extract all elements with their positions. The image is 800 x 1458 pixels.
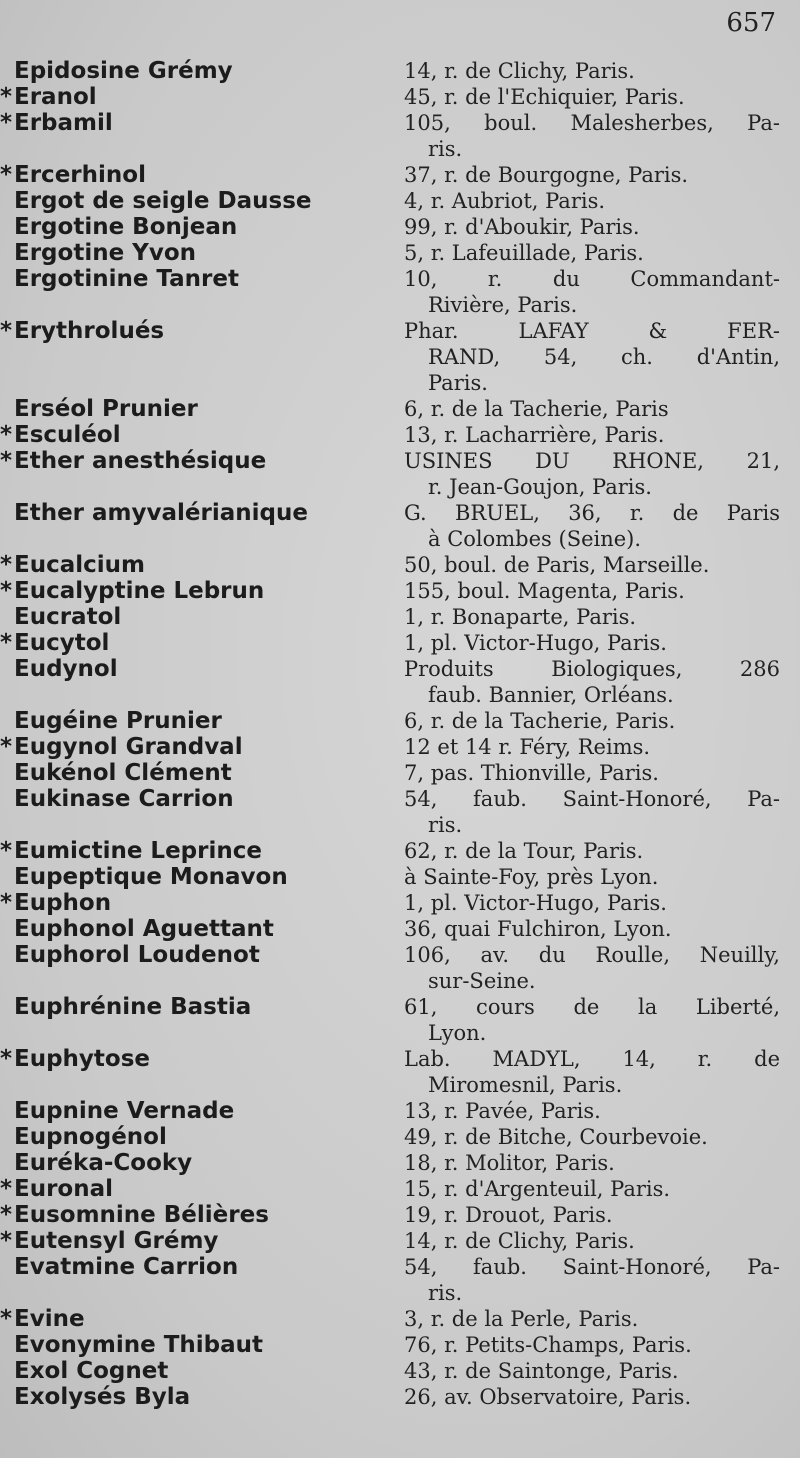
address xyxy=(404,84,780,110)
product-name-text: Eukénol Clément xyxy=(14,760,232,786)
list-item xyxy=(0,1306,800,1332)
address xyxy=(404,110,780,162)
address xyxy=(404,422,780,448)
product-name xyxy=(0,1306,85,1332)
list-item xyxy=(0,1254,800,1306)
address xyxy=(404,1228,780,1254)
address-line: Miromesnil, Paris. xyxy=(428,1073,623,1097)
asterisk-mark: * xyxy=(0,838,13,864)
address-line: 43, r. de Saintonge, Paris. xyxy=(404,1359,679,1383)
product-name-text: Euphonol Aguettant xyxy=(14,916,274,942)
address-line: 1, pl. Victor-Hugo, Paris. xyxy=(404,891,667,915)
address-line: 6, r. de la Tacherie, Paris xyxy=(404,397,669,421)
list-item xyxy=(0,1046,800,1098)
asterisk-mark: * xyxy=(0,890,13,916)
product-name-text: Epidosine Grémy xyxy=(14,58,233,84)
list-item xyxy=(0,708,800,734)
address xyxy=(404,1176,780,1202)
address-line: 3, r. de la Perle, Paris. xyxy=(404,1307,639,1331)
address xyxy=(404,1202,780,1228)
product-name-text: Evonymine Thibaut xyxy=(14,1332,264,1358)
product-name xyxy=(0,1150,192,1176)
product-name-text: Exolysés Byla xyxy=(14,1384,191,1410)
address xyxy=(404,1358,780,1384)
address xyxy=(404,1332,780,1358)
address-line: r. Jean-Goujon, Paris. xyxy=(428,475,652,499)
address xyxy=(404,1150,780,1176)
product-name xyxy=(0,1124,167,1150)
address-line: 76, r. Petits-Champs, Paris. xyxy=(404,1333,692,1357)
list-item xyxy=(0,1176,800,1202)
address xyxy=(404,1098,780,1124)
product-name xyxy=(0,838,262,864)
product-name-text: Eusomnine Bélières xyxy=(14,1202,269,1228)
asterisk-mark: * xyxy=(0,1228,13,1254)
product-name-text: Eumictine Leprince xyxy=(14,838,262,864)
asterisk-mark: * xyxy=(0,1306,13,1332)
product-name-text: Euréka-Cooky xyxy=(14,1150,193,1176)
address xyxy=(404,500,780,552)
product-name-text: Ether amyvalérianique xyxy=(14,500,308,526)
address-line: ris. xyxy=(428,1281,463,1305)
address-line: 14, r. de Clichy, Paris. xyxy=(404,59,635,83)
product-name-text: Eukinase Carrion xyxy=(14,786,234,812)
product-name xyxy=(0,110,113,136)
product-name-text: Eupeptique Monavon xyxy=(14,864,288,890)
address xyxy=(404,266,780,318)
product-name xyxy=(0,864,288,890)
address-line: à Sainte-Foy, près Lyon. xyxy=(404,865,659,889)
address xyxy=(404,1306,780,1332)
product-name xyxy=(0,58,233,84)
list-item xyxy=(0,1332,800,1358)
address xyxy=(404,630,780,656)
address-line: 155, boul. Magenta, Paris. xyxy=(404,579,685,603)
product-name-text: Evatmine Carrion xyxy=(14,1254,239,1280)
product-name xyxy=(0,578,264,604)
product-name-text: Ergotine Bonjean xyxy=(14,214,238,240)
address-line: Paris. xyxy=(428,371,488,395)
list-item xyxy=(0,162,800,188)
product-name xyxy=(0,656,118,682)
asterisk-mark: * xyxy=(0,162,13,188)
address-line: 54, faub. Saint-Honoré, Pa- xyxy=(404,1255,780,1279)
address xyxy=(404,1046,780,1098)
list-item xyxy=(0,890,800,916)
address-line: Lyon. xyxy=(428,1021,487,1045)
asterisk-mark: * xyxy=(0,1046,13,1072)
address xyxy=(404,578,780,604)
product-name xyxy=(0,1176,113,1202)
list-item xyxy=(0,318,800,396)
product-name-text: Ercerhinol xyxy=(14,162,146,188)
list-item xyxy=(0,656,800,708)
address xyxy=(404,58,780,84)
product-name-text: Eranol xyxy=(14,84,97,110)
address-line: 4, r. Aubriot, Paris. xyxy=(404,189,606,213)
product-name xyxy=(0,240,196,266)
product-name xyxy=(0,422,121,448)
asterisk-mark: * xyxy=(0,448,13,474)
address xyxy=(404,552,780,578)
list-item xyxy=(0,734,800,760)
address-line: 18, r. Molitor, Paris. xyxy=(404,1151,615,1175)
product-name-text: Ergotine Yvon xyxy=(14,240,197,266)
product-name xyxy=(0,916,274,942)
product-name xyxy=(0,604,121,630)
product-name-text: Euphon xyxy=(14,890,112,916)
list-item xyxy=(0,552,800,578)
product-name xyxy=(0,266,239,292)
list-item xyxy=(0,84,800,110)
address-line: 7, pas. Thionville, Paris. xyxy=(404,761,659,785)
address xyxy=(404,240,780,266)
product-name xyxy=(0,1228,218,1254)
address-line: 49, r. de Bitche, Courbevoie. xyxy=(404,1125,708,1149)
asterisk-mark: * xyxy=(0,318,13,344)
address-line: RAND, 54, ch. d'Antin, xyxy=(428,345,780,369)
address xyxy=(404,1124,780,1150)
product-name-text: Eugéine Prunier xyxy=(14,708,222,734)
list-item xyxy=(0,266,800,318)
list-item xyxy=(0,604,800,630)
product-name xyxy=(0,188,311,214)
address xyxy=(404,994,780,1046)
asterisk-mark: * xyxy=(0,110,13,136)
list-item xyxy=(0,1202,800,1228)
list-item xyxy=(0,838,800,864)
address-line: G. BRUEL, 36, r. de Paris xyxy=(404,501,780,525)
product-name-text: Ergotinine Tanret xyxy=(14,266,239,292)
product-name xyxy=(0,1046,150,1072)
address-line: 45, r. de l'Echiquier, Paris. xyxy=(404,85,685,109)
address-line: 26, av. Observatoire, Paris. xyxy=(404,1385,692,1409)
address-line: Phar. LAFAY & FER- xyxy=(404,319,780,343)
address-line: USINES DU RHONE, 21, xyxy=(404,449,780,473)
address-line: 61, cours de la Liberté, xyxy=(404,995,780,1019)
product-name-text: Eupnogénol xyxy=(14,1124,167,1150)
address-line: 62, r. de la Tour, Paris. xyxy=(404,839,644,863)
entry-list xyxy=(0,58,800,1410)
list-item xyxy=(0,864,800,890)
address-line: ris. xyxy=(428,137,463,161)
product-name xyxy=(0,318,164,344)
address xyxy=(404,214,780,240)
address xyxy=(404,864,780,890)
address xyxy=(404,448,780,500)
product-name-text: Esculéol xyxy=(14,422,121,448)
address-line: 5, r. Lafeuillade, Paris. xyxy=(404,241,644,265)
address xyxy=(404,1254,780,1306)
address xyxy=(404,604,780,630)
asterisk-mark: * xyxy=(0,1176,13,1202)
product-name xyxy=(0,708,222,734)
address-line: sur-Seine. xyxy=(428,969,536,993)
address xyxy=(404,760,780,786)
product-name-text: Eucalyptine Lebrun xyxy=(14,578,265,604)
product-name-text: Eugynol Grandval xyxy=(14,734,243,760)
address xyxy=(404,656,780,708)
product-name-text: Eutensyl Grémy xyxy=(14,1228,219,1254)
asterisk-mark: * xyxy=(0,630,13,656)
address-line: à Colombes (Seine). xyxy=(428,527,642,551)
address-line: 99, r. d'Aboukir, Paris. xyxy=(404,215,640,239)
address xyxy=(404,318,780,396)
product-name xyxy=(0,214,237,240)
product-name xyxy=(0,994,251,1020)
address xyxy=(404,942,780,994)
product-name xyxy=(0,786,234,812)
product-name xyxy=(0,942,260,968)
address-line: Rivière, Paris. xyxy=(428,293,578,317)
product-name xyxy=(0,396,198,422)
product-name-text: Erbamil xyxy=(14,110,113,136)
address-line: 37, r. de Bourgogne, Paris. xyxy=(404,163,689,187)
product-name xyxy=(0,1358,168,1384)
address-line: 54, faub. Saint-Honoré, Pa- xyxy=(404,787,780,811)
asterisk-mark: * xyxy=(0,84,13,110)
product-name xyxy=(0,760,232,786)
product-name-text: Evine xyxy=(14,1306,85,1332)
list-item xyxy=(0,1098,800,1124)
list-item xyxy=(0,58,800,84)
list-item xyxy=(0,240,800,266)
address-line: 14, r. de Clichy, Paris. xyxy=(404,1229,635,1253)
product-name xyxy=(0,1384,190,1410)
product-name xyxy=(0,1202,269,1228)
address xyxy=(404,162,780,188)
list-item xyxy=(0,448,800,500)
asterisk-mark: * xyxy=(0,422,13,448)
list-item xyxy=(0,578,800,604)
asterisk-mark: * xyxy=(0,578,13,604)
address xyxy=(404,396,780,422)
address-line: 12 et 14 r. Féry, Reims. xyxy=(404,735,651,759)
asterisk-mark: * xyxy=(0,734,13,760)
product-name-text: Erséol Prunier xyxy=(14,396,198,422)
product-name xyxy=(0,630,109,656)
product-name-text: Eupnine Vernade xyxy=(14,1098,235,1124)
address-line: 1, r. Bonaparte, Paris. xyxy=(404,605,637,629)
address xyxy=(404,890,780,916)
list-item xyxy=(0,786,800,838)
product-name xyxy=(0,448,266,474)
address-line: 10, r. du Commandant- xyxy=(404,267,780,291)
address-line: 1, pl. Victor-Hugo, Paris. xyxy=(404,631,667,655)
product-name xyxy=(0,162,146,188)
list-item xyxy=(0,760,800,786)
address-line: 13, r. Pavée, Paris. xyxy=(404,1099,601,1123)
list-item xyxy=(0,1124,800,1150)
list-item xyxy=(0,942,800,994)
address-line: Produits Biologiques, 286 xyxy=(404,657,780,681)
list-item xyxy=(0,1358,800,1384)
list-item xyxy=(0,422,800,448)
product-name xyxy=(0,1254,238,1280)
product-name-text: Euphrénine Bastia xyxy=(14,994,252,1020)
address-line: 36, quai Fulchiron, Lyon. xyxy=(404,917,672,941)
product-name xyxy=(0,1098,234,1124)
list-item xyxy=(0,110,800,162)
list-item xyxy=(0,1150,800,1176)
address-line: 105, boul. Malesherbes, Pa- xyxy=(404,111,780,135)
product-name-text: Euphorol Loudenot xyxy=(14,942,260,968)
product-name xyxy=(0,84,97,110)
product-name-text: Exol Cognet xyxy=(14,1358,169,1384)
list-item xyxy=(0,630,800,656)
product-name xyxy=(0,734,243,760)
list-item xyxy=(0,916,800,942)
product-name-text: Eudynol xyxy=(14,656,118,682)
product-name xyxy=(0,500,308,526)
address-line: 19, r. Drouot, Paris. xyxy=(404,1203,613,1227)
product-name xyxy=(0,552,145,578)
product-name-text: Ether anesthésique xyxy=(14,448,267,474)
address-line: Lab. MADYL, 14, r. de xyxy=(404,1047,780,1071)
list-item xyxy=(0,188,800,214)
address xyxy=(404,734,780,760)
list-item xyxy=(0,214,800,240)
list-item xyxy=(0,994,800,1046)
address-line: 13, r. Lacharrière, Paris. xyxy=(404,423,665,447)
address-line: 106, av. du Roulle, Neuilly, xyxy=(404,943,780,967)
list-item xyxy=(0,396,800,422)
address xyxy=(404,1384,780,1410)
asterisk-mark: * xyxy=(0,1202,13,1228)
address-line: ris. xyxy=(428,813,463,837)
address-line: 6, r. de la Tacherie, Paris. xyxy=(404,709,676,733)
product-name-text: Erythrolués xyxy=(14,318,165,344)
product-name xyxy=(0,1332,263,1358)
address-line: 15, r. d'Argenteuil, Paris. xyxy=(404,1177,671,1201)
product-name-text: Euronal xyxy=(14,1176,114,1202)
product-name-text: Ergot de seigle Dausse xyxy=(14,188,312,214)
list-item xyxy=(0,500,800,552)
address-line: faub. Bannier, Orléans. xyxy=(428,683,674,707)
asterisk-mark: * xyxy=(0,552,13,578)
product-name-text: Euphytose xyxy=(14,1046,151,1072)
product-name-text: Eucytol xyxy=(14,630,110,656)
address xyxy=(404,838,780,864)
product-name xyxy=(0,890,111,916)
list-item xyxy=(0,1228,800,1254)
page-number: 657 xyxy=(726,8,776,38)
address xyxy=(404,786,780,838)
list-item xyxy=(0,1384,800,1410)
address xyxy=(404,188,780,214)
address-line: 50, boul. de Paris, Marseille. xyxy=(404,553,710,577)
product-name-text: Eucalcium xyxy=(14,552,145,578)
product-name-text: Eucratol xyxy=(14,604,122,630)
address xyxy=(404,708,780,734)
address xyxy=(404,916,780,942)
